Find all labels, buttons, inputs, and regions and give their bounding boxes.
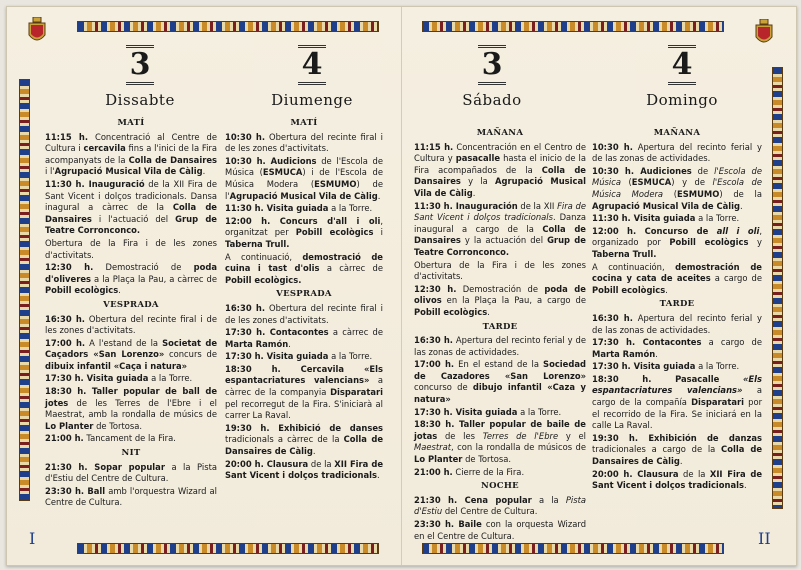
entry-text: . — [472, 187, 476, 198]
schedule-entry — [414, 260, 586, 283]
schedule-entry — [225, 423, 383, 458]
entry-text: . — [487, 306, 490, 317]
entry-text: Lo Planter — [45, 420, 94, 431]
entry-text: A continuación, — [592, 261, 676, 272]
entry-text: Colla de Dansaires — [414, 223, 586, 246]
entry-text: a cargo de — [701, 337, 763, 348]
schedule-entry — [45, 462, 217, 485]
entry-text: a la Plaça la Pau, a càrrec de — [91, 273, 217, 284]
entry-text: Concentració al Centre de Cultura i — [45, 131, 218, 154]
entry-text: , con la rondalla de músicos de — [451, 442, 586, 453]
entry-text: Agrupació Musical Vila de Càlig — [592, 200, 741, 211]
schedule-entry — [592, 337, 762, 360]
entry-text: a càrrec de la companyia — [225, 375, 383, 398]
entry-text: de la XII Fira de Sant Vicent i dolços tradicionals. Dansa inagural a càrrec de la — [45, 178, 217, 213]
entry-text: 11:30 h. Inauguració — [45, 178, 145, 189]
entry-text: pasacalle — [455, 153, 501, 164]
schedule-entry — [414, 467, 586, 479]
entry-text: 17:30 h. Visita guiada — [414, 406, 518, 417]
schedule-entry — [45, 179, 217, 237]
entry-text: concurso de — [414, 382, 473, 393]
schedule-entry — [414, 419, 586, 465]
schedule-entry — [592, 166, 762, 212]
schedule-entry — [225, 203, 383, 215]
day-name: Sábado — [462, 91, 522, 109]
entry-text: En el estand de la — [454, 359, 544, 370]
entry-text: ESMUCA — [262, 167, 303, 178]
entry-text: demostración de cocina y cata de aceites — [592, 261, 762, 284]
entry-text: 23:30 h. Baile — [414, 519, 482, 529]
section-heading: MATÍ — [290, 118, 318, 128]
schedule-entry — [225, 252, 383, 287]
entry-text: a cargo de la compañía — [592, 385, 762, 408]
entry-text: a càrrec de — [328, 327, 384, 338]
section-heading: NIT — [121, 448, 141, 459]
schedule-column-sunday-es — [592, 125, 762, 493]
tile-border-right — [772, 67, 783, 509]
entry-text: de la XII — [517, 200, 558, 211]
entry-text: 17:30 h. Visita guiada — [592, 361, 696, 372]
entry-text: cercavila — [83, 143, 126, 154]
page-number: II — [758, 529, 771, 548]
tile-border-top — [422, 21, 724, 32]
entry-text: del Centre de Cultura. — [442, 506, 538, 517]
coat-of-arms-icon — [27, 17, 47, 47]
entry-text: 18:30 h. Taller popular de ball de jotes — [45, 386, 217, 408]
schedule-entry — [592, 433, 762, 468]
section-heading: VESPRADA — [103, 299, 159, 310]
entry-text: 17:30 h. Visita guiada — [225, 351, 329, 362]
entry-text: demostració de cuina i tast d'olis — [225, 251, 383, 274]
entry-text: Obertura del recinte firal i de les zones d'activitats. — [45, 313, 217, 336]
schedule-entry — [414, 407, 586, 419]
entry-text: 21:30 h. Sopar popular — [45, 461, 165, 472]
schedule-entry — [45, 262, 217, 297]
entry-text: poda de olivos — [414, 283, 586, 306]
entry-text: . — [377, 190, 381, 201]
entry-text: 11:15 h. — [45, 131, 89, 142]
schedule-entry — [592, 262, 762, 297]
entry-text: 17:30 h. Visita guiada — [45, 373, 149, 384]
entry-text: 10:30 h. Audiciones — [592, 165, 692, 176]
section-heading: TARDE — [482, 321, 518, 332]
entry-text: . — [312, 446, 316, 457]
entry-text: Disparatari — [691, 397, 744, 408]
coat-of-arms-icon — [754, 19, 774, 49]
schedule-entry — [414, 359, 586, 405]
entry-text: Pista d'Estiu — [414, 494, 586, 517]
entry-text: de Tortosa. — [462, 454, 512, 465]
entry-text: a la — [531, 494, 566, 505]
entry-text: y la actuación del — [460, 235, 548, 246]
entry-text: Pobill ecològics — [45, 285, 119, 296]
entry-text: , organizado por — [592, 225, 762, 248]
entry-text: Marta Ramón — [225, 338, 289, 349]
schedule-entry — [414, 495, 586, 518]
entry-text: 11:30 h. Visita guiada — [225, 203, 329, 214]
entry-text: Obertura de la Fira i de les zones d'activitats. — [45, 237, 217, 260]
section-heading: MAÑANA — [653, 128, 701, 138]
schedule-entry — [225, 364, 383, 422]
entry-text: ESMUMO — [314, 178, 357, 189]
entry-text: 21:00 h. — [45, 433, 84, 444]
schedule-entry — [592, 313, 762, 336]
entry-text: 17:30 h. Contacontes — [225, 327, 329, 338]
entry-text: 20:00 h. Clausura — [592, 468, 679, 479]
entry-text: 21:00 h. — [414, 466, 453, 477]
entry-text: Lo Planter — [414, 454, 463, 465]
entry-text: . — [288, 338, 291, 349]
brochure-spread — [6, 6, 797, 566]
entry-text: 16:30 h. — [225, 302, 266, 313]
schedule-entry — [592, 142, 762, 165]
entry-text: tradicionals a càrrec de la — [225, 434, 344, 445]
entry-text: a la Torre. — [328, 351, 373, 362]
day-header-saturday-es — [462, 45, 522, 109]
schedule-entry — [225, 327, 383, 350]
right-page — [402, 7, 796, 565]
entry-text: Colla de Dansaires — [414, 164, 586, 187]
entry-text: 17:00 h. — [414, 359, 455, 370]
entry-text: all i oli — [716, 225, 760, 236]
entry-text: 23:30 h. Ball — [45, 485, 106, 496]
schedule-entry — [45, 314, 217, 337]
entry-text: de les — [437, 430, 483, 441]
entry-text: 16:30 h. — [592, 312, 633, 323]
entry-text: 12:30 h. — [45, 262, 94, 273]
entry-text: concurs de — [164, 349, 217, 360]
entry-text: Taberna Trull. — [592, 248, 657, 259]
entry-text: y — [748, 237, 762, 248]
entry-text: de les Terres de l'Ebre i el Maestrat, amb la rondalla de músics de — [45, 397, 217, 420]
tile-border-top — [77, 21, 379, 32]
entry-text: i — [373, 227, 383, 238]
entry-text: a cargo de — [710, 273, 763, 284]
schedule-entry — [414, 519, 586, 542]
entry-text: . — [118, 285, 121, 296]
entry-text: y el — [558, 430, 586, 441]
schedule-entry — [45, 386, 217, 432]
entry-text: dibujo infantil «Caza y natura» — [414, 382, 586, 405]
entry-text: Pobill ecològics. — [225, 274, 302, 285]
entry-text: de la — [308, 458, 335, 469]
entry-text: de l'Escola de Música ( — [225, 155, 383, 178]
entry-text: Agrupació Musical Vila de Càlig — [414, 176, 586, 198]
entry-text: Marta Ramón — [592, 348, 656, 359]
entry-text: Disparatari — [330, 387, 383, 398]
entry-text: poda d'oliveres — [45, 262, 217, 284]
tile-border-bottom — [422, 543, 724, 554]
schedule-entry — [414, 201, 586, 259]
entry-text: 10:30 h. Audicions — [225, 155, 317, 166]
tile-border-left — [19, 79, 30, 501]
day-number: 3 — [126, 45, 154, 85]
day-name: Dissabte — [105, 91, 175, 109]
entry-text: «Els espantacriatures valencians» — [592, 373, 762, 396]
schedule-entry — [592, 226, 762, 261]
entry-text: . — [377, 470, 380, 481]
entry-text: 11:15 h. — [414, 141, 454, 152]
entry-text: . — [665, 284, 668, 295]
entry-text: ESMUMO — [677, 188, 720, 199]
entry-text: fins a l'inici de la Fira acompanyats de la — [45, 143, 217, 165]
entry-text: de la — [678, 468, 710, 479]
entry-text: i l' — [45, 166, 55, 177]
schedule-entry — [45, 486, 217, 509]
entry-text: Obertura del recinte firal i de les zones d'activitats. — [225, 131, 384, 154]
entry-text: Societat de Caçadors «San Lorenzo» — [45, 337, 217, 360]
entry-text: 18:30 h. Taller popular de baile de jotas — [414, 419, 586, 441]
entry-text: Pobill ecològics — [592, 284, 666, 295]
entry-text: ) i de l'Escola de Música Modera ( — [225, 167, 384, 189]
entry-text: 18:30 h. Pasacalle — [592, 373, 743, 384]
entry-text: Agrupació Musical Vila de Càlig — [54, 166, 203, 177]
entry-text: 20:00 h. Clausura — [225, 458, 309, 469]
schedule-entry — [225, 303, 383, 326]
entry-text: 16:30 h. — [414, 335, 453, 346]
entry-text: a càrrec de — [319, 263, 384, 274]
section-heading: NOCHE — [481, 481, 519, 492]
entry-text: Concentración en el Centro de Cultura y — [414, 141, 587, 164]
entry-text: Obertura del recinte firal i de les zones d'activitats. — [225, 302, 384, 325]
entry-text: Colla de Dansaires de Càlig — [592, 444, 763, 467]
entry-text: 10:30 h. — [225, 131, 266, 142]
entry-text: XII Fira de Sant Vicent i dolços tradicionals — [225, 458, 383, 481]
entry-text: . — [679, 456, 683, 467]
entry-text: pel recorregut de la Fira. S'iniciarà al carrer La Raval. — [225, 398, 383, 421]
page-number: I — [29, 529, 36, 548]
entry-text: 19:30 h. Exhibició de danses — [225, 422, 383, 433]
entry-text: 10:30 h. — [592, 141, 633, 152]
entry-text: 11:30 h. Visita guiada — [592, 213, 696, 224]
entry-text: a la Torre. — [328, 203, 373, 214]
day-number: 4 — [668, 45, 696, 85]
entry-text: con la orquesta Wizard en el Centre de Cultura. — [414, 519, 587, 541]
schedule-entry — [414, 284, 586, 319]
entry-text: XII Fira de Sant Vicent i dolços tradicionals — [592, 468, 763, 491]
schedule-entry — [592, 361, 762, 373]
entry-text: a la Torre. — [148, 373, 193, 384]
schedule-entry — [225, 156, 383, 202]
entry-text: Colla de Dansaires de Càlig — [225, 434, 383, 457]
day-number: 4 — [298, 45, 326, 85]
entry-text: 17:00 h. — [45, 337, 86, 348]
entry-text: de Tortosa. — [93, 420, 143, 431]
schedule-column-saturday-es — [414, 125, 586, 543]
entry-text: Cierre de la Fira. — [452, 466, 525, 477]
schedule-entry — [45, 433, 217, 445]
day-header-sunday-es — [637, 45, 727, 109]
schedule-entry — [225, 459, 383, 482]
entry-text: 19:30 h. Exhibición de danzas — [592, 432, 762, 443]
entry-text: a la Torre. — [695, 213, 740, 224]
entry-text: . — [744, 480, 747, 491]
entry-text: Colla de Dansaires — [45, 202, 217, 224]
left-page — [7, 7, 402, 565]
entry-text: . — [740, 200, 743, 211]
tile-border-bottom — [77, 543, 379, 554]
day-name: Diumenge — [271, 91, 353, 109]
entry-text: Grup de Teatre Corronconco. — [414, 235, 586, 257]
entry-text: , organitzat per — [225, 215, 383, 238]
section-heading: VESPRADA — [276, 289, 332, 300]
entry-text: dibuix infantil «Caça i natura» — [45, 360, 188, 371]
schedule-entry — [592, 469, 762, 492]
entry-text: Grup de Teatre Corronconco. — [45, 213, 217, 236]
schedule-entry — [414, 335, 586, 358]
entry-text: a la Pista d'Estiu del Centre de Cultura. — [45, 461, 217, 484]
entry-text: ) de l' — [225, 178, 383, 201]
entry-text: 11:30 h. Inauguración — [414, 200, 518, 211]
entry-text: y la — [460, 176, 496, 187]
entry-text: Pobill ecològics — [295, 227, 374, 238]
entry-text: Maestrat — [414, 442, 452, 453]
entry-text: 12:00 h. Concurs d'all i oli — [225, 215, 381, 226]
entry-text: amb l'orquestra Wizard al Centre de Cultura. — [45, 485, 217, 508]
schedule-entry — [225, 216, 383, 251]
entry-text: . Danza inaugural a cargo de la — [414, 212, 586, 234]
entry-text: A l'estand de la — [85, 337, 163, 348]
entry-text: . — [202, 166, 206, 177]
entry-text: Demostració de — [93, 262, 194, 273]
entry-text: de — [691, 165, 715, 176]
day-number: 3 — [478, 45, 506, 85]
entry-text: Pobill ecològics — [669, 237, 749, 248]
entry-text: ) de la — [719, 188, 762, 199]
entry-text: 12:30 h. — [414, 283, 457, 294]
schedule-entry — [45, 238, 217, 261]
schedule-entry — [225, 132, 383, 155]
entry-text: Agrupació Musical Vila de Càlig — [229, 190, 378, 201]
entry-text: 16:30 h. — [45, 313, 85, 324]
entry-text: 12:00 h. Concurso de — [592, 225, 717, 236]
entry-text: Taberna Trull. — [225, 238, 290, 249]
entry-text: 21:30 h. Cena popular — [414, 494, 532, 505]
day-header-saturday-ca — [95, 45, 185, 109]
entry-text: Tancament de la Fira. — [83, 433, 176, 444]
entry-text: 17:30 h. Contacontes — [592, 337, 702, 348]
schedule-entry — [45, 373, 217, 385]
entry-text: Colla de Dansaires — [128, 154, 217, 165]
entry-text: Fira de Sant Vicent i dolços tradicionals — [414, 200, 586, 223]
entry-text: tradicionales a cargo de la — [592, 444, 722, 455]
schedule-entry — [592, 213, 762, 225]
entry-text: ) y de — [671, 177, 713, 188]
entry-text: Demostración de — [456, 283, 545, 294]
entry-text: ESMUCA — [631, 177, 672, 188]
schedule-column-saturday-ca — [45, 115, 217, 510]
entry-text: A continuació, — [225, 251, 303, 262]
section-heading: TARDE — [659, 299, 695, 310]
entry-text: Apertura del recinto ferial y de las zonas de actividades. — [414, 335, 586, 357]
day-header-sunday-ca — [257, 45, 367, 109]
schedule-column-sunday-ca — [225, 115, 383, 483]
entry-text: ( — [620, 177, 632, 188]
entry-text: l'Escola de Música Modera — [592, 177, 762, 199]
entry-text: . — [655, 348, 658, 359]
schedule-entry — [414, 142, 586, 200]
entry-text: en la Plaça la Pau, a cargo de — [441, 295, 586, 306]
entry-text: Obertura de la Fira i de les zones d'activitats. — [414, 259, 586, 282]
entry-text: por el recorrido de la Fira. Se iniciará en la calle La Raval. — [592, 397, 763, 431]
day-name: Domingo — [646, 91, 718, 109]
entry-text: i l'actuació del — [91, 213, 176, 224]
schedule-entry — [225, 351, 383, 363]
entry-text: a la Torre. — [695, 361, 740, 372]
entry-text: hasta el inicio de la Fira acompañados de la — [414, 153, 586, 175]
entry-text: Apertura del recinto ferial y de las zonas de actividades. — [592, 141, 762, 164]
entry-text: 18:30 h. Cercavila «Els espantacriatures valencians» — [225, 363, 383, 386]
entry-text: Terres de l'Ebre — [482, 430, 559, 441]
section-heading: MATÍ — [117, 118, 145, 128]
entry-text: l'Escola de Música — [592, 165, 762, 188]
schedule-entry — [45, 132, 217, 178]
schedule-entry — [592, 374, 762, 432]
entry-text: Apertura del recinto ferial y de las zonas de actividades. — [592, 312, 762, 335]
schedule-entry — [45, 338, 217, 373]
entry-text: a la Torre. — [517, 406, 562, 417]
entry-text: ( — [663, 188, 678, 199]
section-heading: MAÑANA — [476, 128, 524, 138]
entry-text: Pobill ecològics — [414, 306, 488, 317]
entry-text: Sociedad de Cazadores «San Lorenzo» — [414, 359, 586, 381]
